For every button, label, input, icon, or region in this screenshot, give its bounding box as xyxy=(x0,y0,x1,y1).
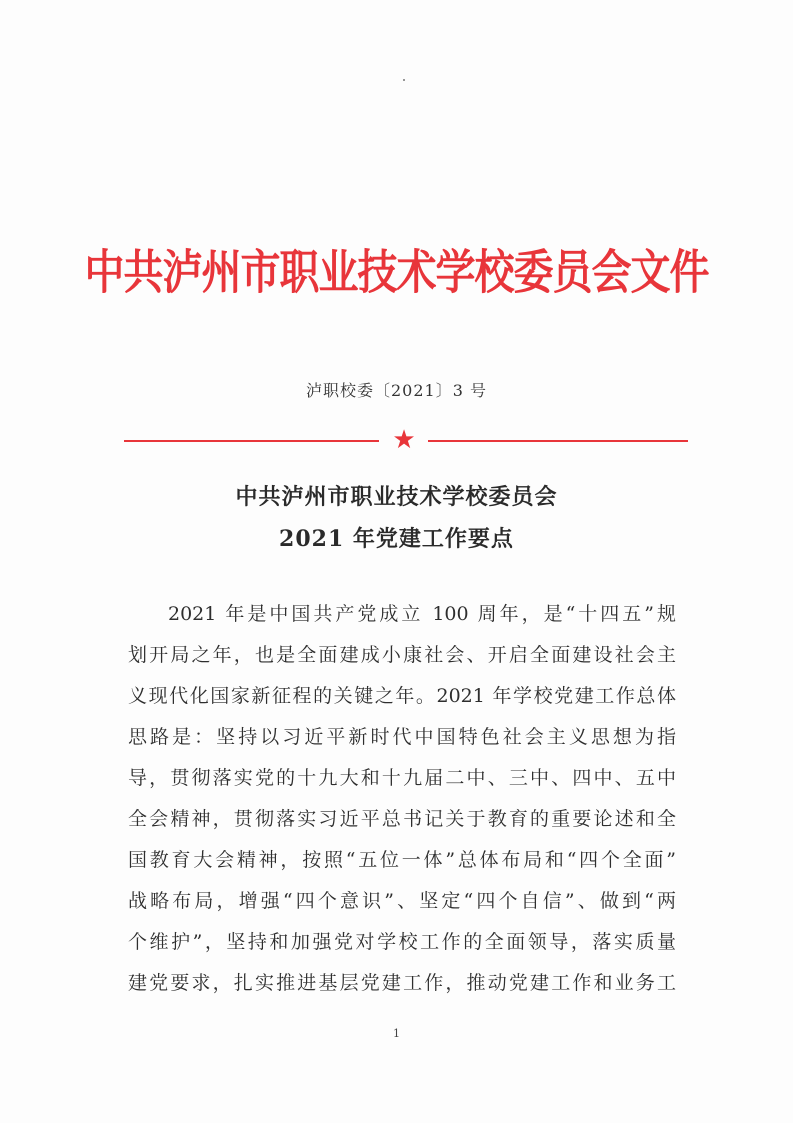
document-title-line2: 2021 年党建工作要点 xyxy=(279,526,514,552)
star-icon: ★ xyxy=(392,425,416,455)
body-line: 导，贯彻落实党的十九大和十九届二中、三中、四中、五中 xyxy=(128,767,676,789)
body-line: 全会精神，贯彻落实习近平总书记关于教育的重要论述和全 xyxy=(128,808,676,830)
document-number: 泸职校委〔2021〕3 号 xyxy=(306,381,487,400)
red-rule-left xyxy=(124,440,379,442)
red-rule-right xyxy=(428,440,688,442)
document-title-line1: 中共泸州市职业技术学校委员会 xyxy=(235,484,558,510)
body-line: 国教育大会精神，按照“五位一体”总体布局和“四个全面” xyxy=(128,849,676,871)
scan-speck xyxy=(403,79,405,81)
body-line: 战略布局，增强“四个意识”、坚定“四个自信”、做到“两 xyxy=(128,890,676,912)
body-line: 建党要求，扎实推进基层党建工作，推动党建工作和业务工 xyxy=(128,972,676,994)
body-line: 划开局之年，也是全面建成小康社会、开启全面建设社会主 xyxy=(128,644,676,666)
masthead-title: 中共泸州市职业技术学校委员会文件 xyxy=(84,246,709,301)
page-number: 1 xyxy=(393,1027,400,1040)
body-line: 个维护”，坚持和加强党对学校工作的全面领导，落实质量 xyxy=(128,931,676,953)
body-line: 义现代化国家新征程的关键之年。2021 年学校党建工作总体 xyxy=(128,685,676,707)
body-text xyxy=(128,594,676,1004)
body-line: 思路是：坚持以习近平新时代中国特色社会主义思想为指 xyxy=(128,726,676,748)
body-line: 2021 年是中国共产党成立 100 周年，是“十四五”规 xyxy=(168,603,676,625)
